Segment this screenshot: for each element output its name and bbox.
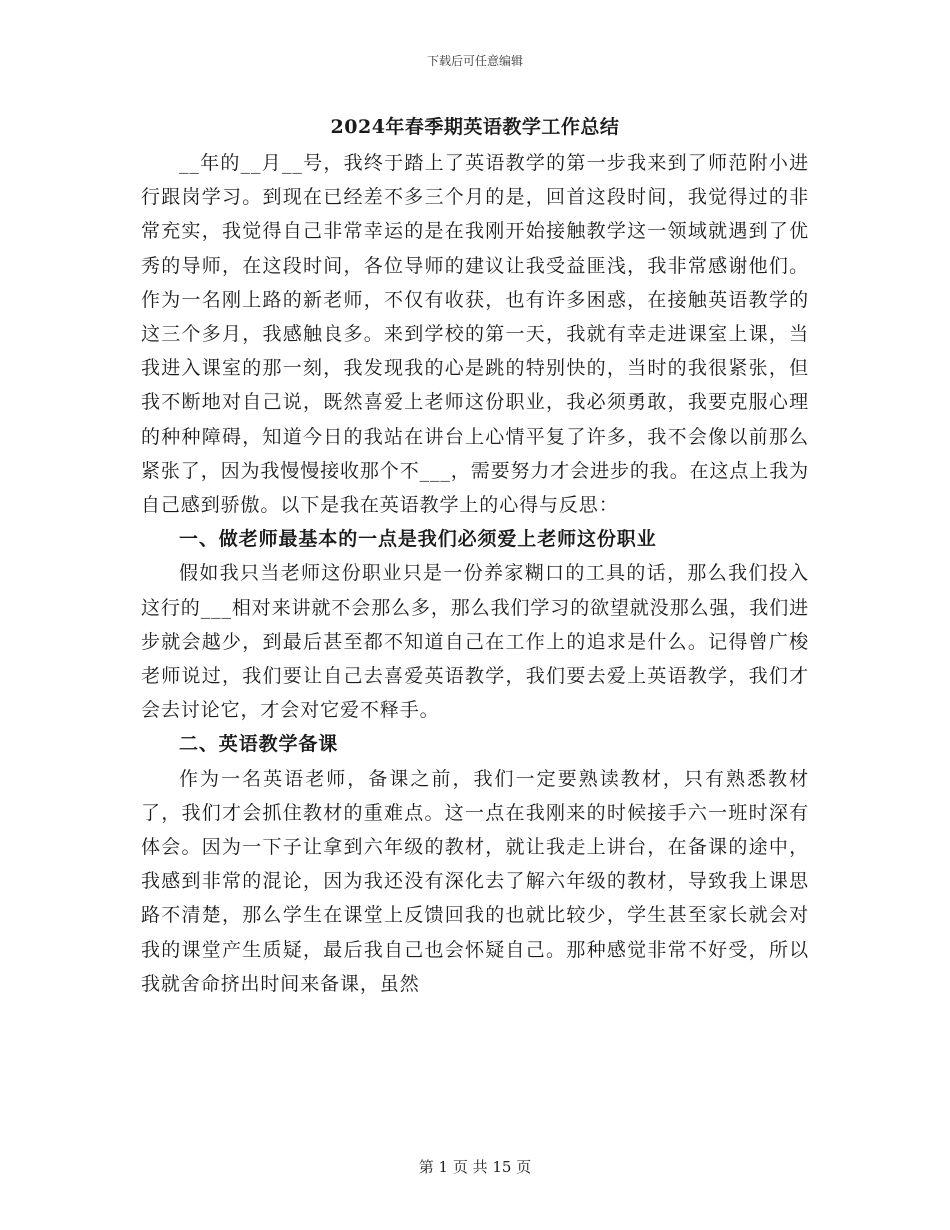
body-paragraph-section-2: 作为一名英语老师，备课之前，我们一定要熟读教材，只有熟悉教材了，我们才会抓住教材的重难点。这一点在我刚来的时候接手六一班时深有体会。因为一下子让拿到六年级的教材，就让我走上讲台，在备课的途中，我感到非常的混论，因为我还没有深化去了解六年级的教材，导致我上课思路不清楚，那么学生在课堂上反馈回我的也就比较少，学生甚至家长就会对我的课堂产生质疑，最后我自己也会怀疑自己。那种感觉非常不好受，所以我就舍命挤出时间来备课，虽然 <box>141 767 809 995</box>
section-heading-2: 二、英语教学备课 <box>179 733 339 756</box>
document-title: 2024年春季期英语教学工作总结 <box>330 116 620 138</box>
page-header-note: 下载后可任意编辑 <box>426 54 523 68</box>
page-number-footer: 第 1 页 共 15 页 <box>418 1158 532 1176</box>
body-paragraph-intro: __年的__月__号，我终于踏上了英语教学的第一步我来到了师范附小进行跟岗学习。到现在已经差不多三个月的是，回首这段时间，我觉得过的非常充实，我觉得自己非常幸运的是在我刚开始接触教学这一领域就遇到了优秀的导师，在这段时间，各位导师的建议让我受益匪浅，我非常感谢他们。作为一名刚上路的新老师，不仅有收获，也有许多困惑，在接触英语教学的这三个多月，我感触良多。来到学校的第一天，我就有幸走进课室上课，当我进入课室的那一刻，我发现我的心是跳的特别快的，当时的我很紧张，但我不断地对自己说，既然喜爱上老师这份职业，我必须勇敢，我要克服心理的种种障碍，知道今日的我站在讲台上心情平复了许多，我不会像以前那么紧张了，因为我慢慢接收那个不___，需要努力才会进步的我。在这点上我为自己感到骄傲。以下是我在英语教学上的心得与反思： <box>141 152 810 517</box>
document-body <box>141 146 809 1001</box>
body-paragraph-section-1: 假如我只当老师这份职业只是一份养家糊口的工具的话，那么我们投入这行的___相对来讲就不会那么多，那么我们学习的欲望就没那么强，我们进步就会越少，到最后甚至都不知道自己在工作上的追求是什么。记得曾广梭老师说过，我们要让自己去喜爱英语教学，我们要去爱上英语教学，我们才会去讨论它，才会对它爱不释手。 <box>141 562 810 722</box>
section-heading-1: 一、做老师最基本的一点是我们必须爱上老师这份职业 <box>179 528 657 551</box>
